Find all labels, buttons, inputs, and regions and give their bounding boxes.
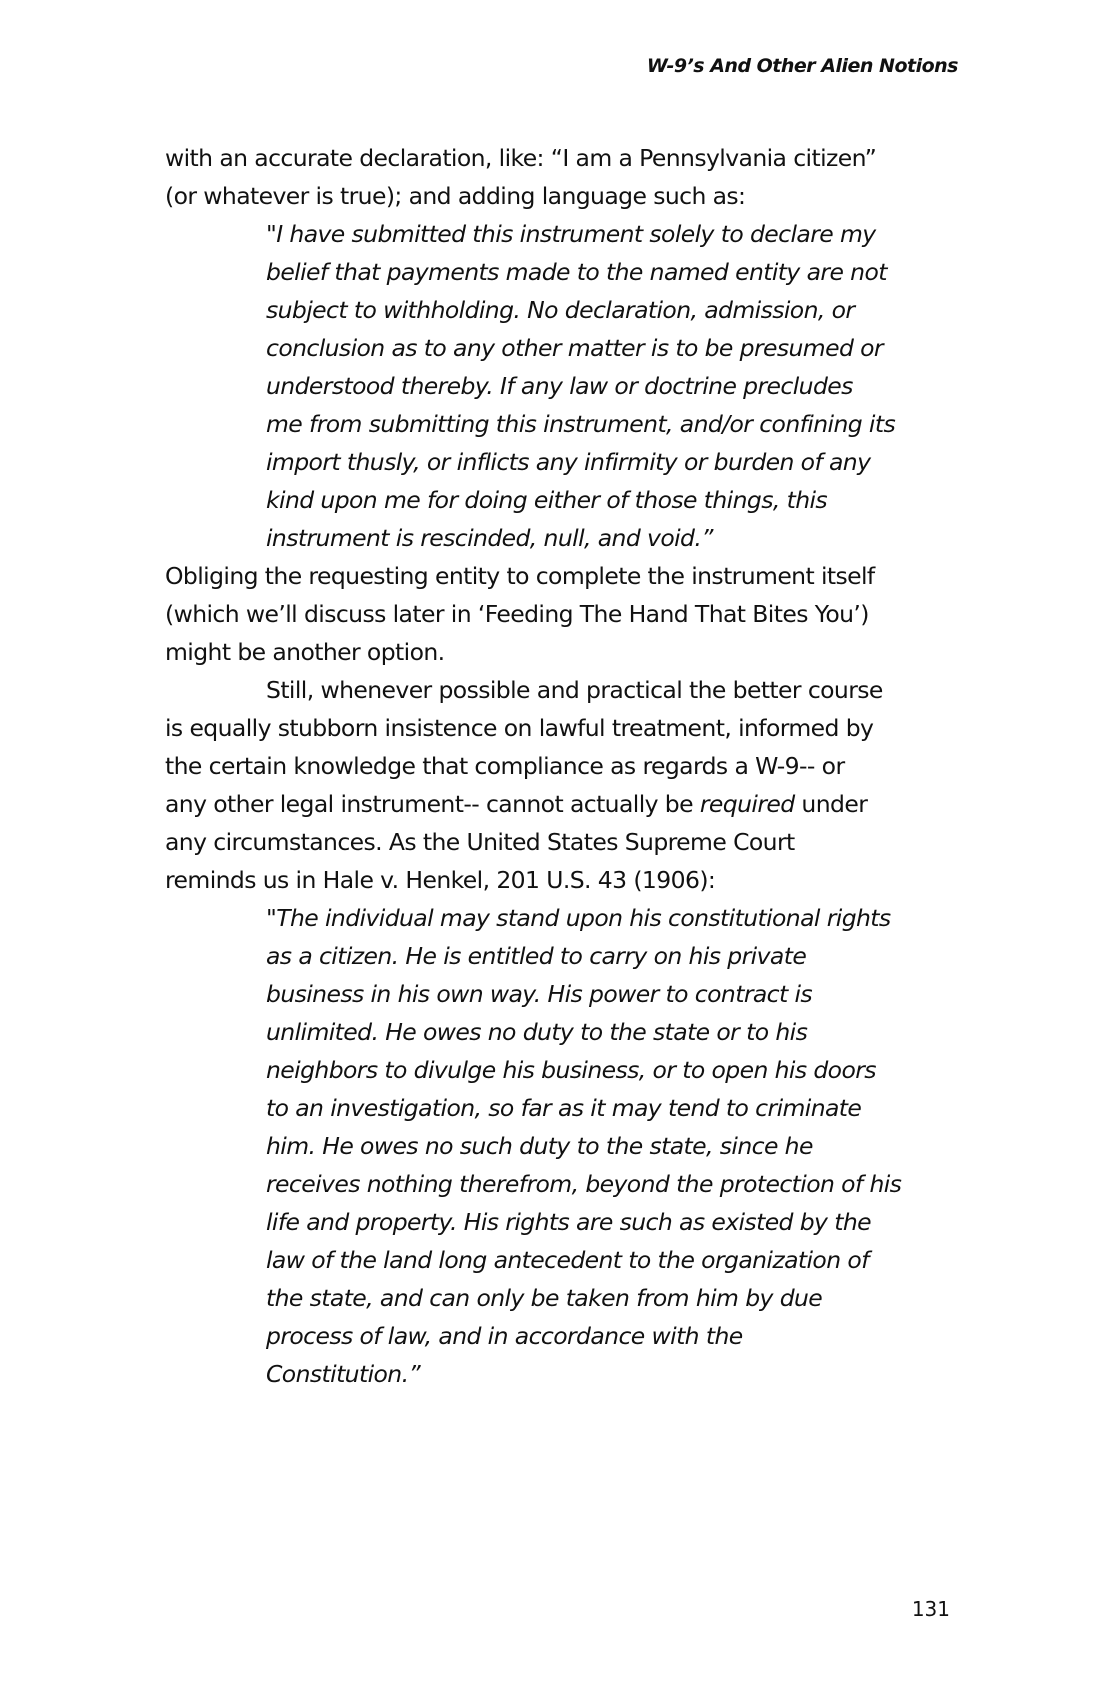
body-text-line: the certain knowledge that compliance as regards a W-9-- or — [165, 752, 845, 780]
body-text-line: (or whatever is true); and adding language such as: — [165, 182, 746, 210]
quote-line: law of the land long antecedent to the organization of — [266, 1246, 869, 1274]
quote-line: him. He owes no such duty to the state, since he — [266, 1132, 813, 1160]
emphasis-required: required — [699, 790, 795, 818]
body-text-line: might be another option. — [165, 638, 445, 666]
quote-line: kind upon me for doing either of those things, this — [266, 486, 828, 514]
quote-line: understood thereby. If any law or doctrine precludes — [266, 372, 853, 400]
quote-line: "I have submitted this instrument solely to declare my — [266, 220, 876, 248]
body-text-line: any circumstances. As the United States Supreme Court — [165, 828, 795, 856]
body-text-line: reminds us in Hale v. Henkel, 201 U.S. 43 (1906): — [165, 866, 716, 894]
quote-line: import thusly, or inflicts any infirmity or burden of any — [266, 448, 871, 476]
quote-line: subject to withholding. No declaration, admission, or — [266, 296, 855, 324]
quote-line: neighbors to divulge his business, or to open his doors — [266, 1056, 876, 1084]
text-span: under — [794, 790, 868, 818]
quote-line: life and property. His rights are such as existed by the — [266, 1208, 871, 1236]
quote-line: belief that payments made to the named entity are not — [266, 258, 887, 286]
quote-line: conclusion as to any other matter is to be presumed or — [266, 334, 883, 362]
quote-line: business in his own way. His power to contract is — [266, 980, 813, 1008]
quote-line: as a citizen. He is entitled to carry on his private — [266, 942, 807, 970]
quote-line: instrument is rescinded, null, and void.” — [266, 524, 713, 552]
body-text-line: Obliging the requesting entity to complete the instrument itself — [165, 562, 875, 590]
quote-line: receives nothing therefrom, beyond the protection of his — [266, 1170, 902, 1198]
text-span: any other legal instrument-- cannot actually be — [165, 790, 700, 818]
page-number: 131 — [911, 1597, 950, 1621]
body-text-line: is equally stubborn insistence on lawful treatment, informed by — [165, 714, 874, 742]
quote-line: process of law, and in accordance with the — [266, 1322, 743, 1350]
body-text-line: (which we’ll discuss later in ‘Feeding The Hand That Bites You’) — [165, 600, 869, 628]
quote-line: me from submitting this instrument, and/or confining its — [266, 410, 896, 438]
body-text-line: with an accurate declaration, like: “I am a Pennsylvania citizen” — [165, 144, 877, 172]
quote-line: unlimited. He owes no duty to the state or to his — [266, 1018, 808, 1046]
quote-line: to an investigation, so far as it may tend to criminate — [266, 1094, 862, 1122]
body-text-line: Still, whenever possible and practical the better course — [266, 676, 883, 704]
quote-line: Constitution.” — [266, 1360, 421, 1388]
quote-line: "The individual may stand upon his constitutional rights — [266, 904, 891, 932]
running-header: W-9’s And Other Alien Notions — [646, 55, 958, 77]
quote-line: the state, and can only be taken from him by due — [266, 1284, 823, 1312]
body-text-line — [165, 784, 867, 824]
